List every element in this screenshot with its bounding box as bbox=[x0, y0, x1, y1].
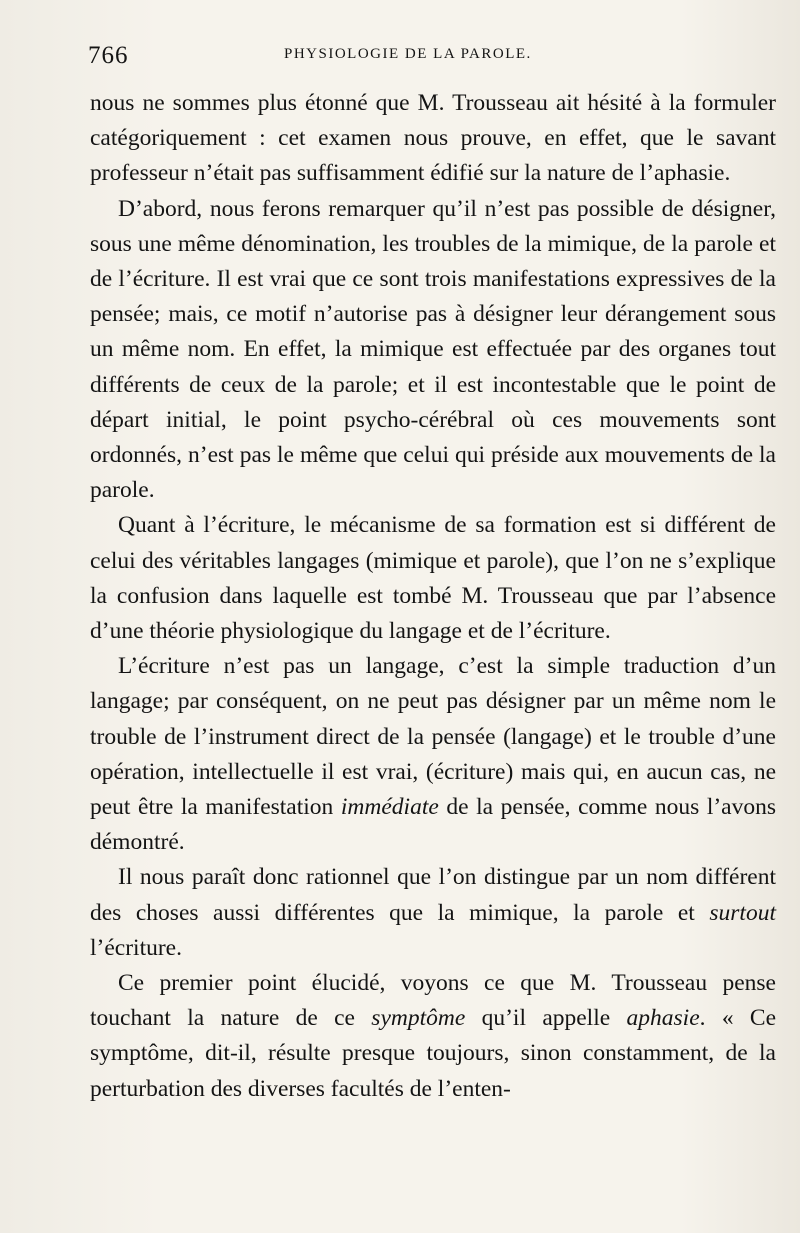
text-segment: nous ne sommes plus étonné que M. Trousseau ait hésité à la formuler catégoriquement : cet examen nous prouve, en effet, que le savant professeur n’était pas suffisamment édifié sur la nature de l’aphasie. bbox=[90, 90, 776, 187]
paragraph bbox=[90, 966, 776, 1107]
page-header bbox=[88, 38, 780, 78]
text-segment: Quant à l’écriture, le mécanisme de sa formation est si différent de celui des véritables langages (mimique et parole), que l’on ne s’explique la confusion dans laquelle est tombé M. Trousseau que par l’absence d’une théorie physiologique du langage et de l’écriture. bbox=[90, 512, 776, 645]
text-segment: Il nous paraît donc rationnel que l’on distingue par un nom différent des choses aussi différentes que la mimique, la parole et bbox=[90, 864, 776, 926]
text-segment: l’écriture. bbox=[90, 934, 182, 961]
italic-text: aphasie bbox=[626, 1005, 700, 1032]
text-segment: qu’il appelle bbox=[465, 1005, 627, 1032]
text-segment: Ce premier point élucidé, voyons ce que M. Trousseau pense touchant la nature de ce bbox=[90, 970, 776, 1032]
paragraph bbox=[90, 649, 776, 860]
body-text bbox=[90, 86, 776, 1107]
running-head: PHYSIOLOGIE DE LA PAROLE. bbox=[284, 46, 532, 62]
italic-text: surtout bbox=[709, 899, 776, 926]
paragraph bbox=[90, 86, 776, 192]
italic-text: symptôme bbox=[371, 1005, 466, 1032]
text-segment: de la pensée, comme nous l’avons démontré. bbox=[90, 794, 776, 856]
italic-text: immédiate bbox=[340, 794, 439, 821]
page-number: 766 bbox=[88, 42, 129, 69]
paragraph bbox=[90, 192, 776, 509]
paragraph bbox=[90, 508, 776, 649]
text-segment: D’abord, nous ferons remarquer qu’il n’est pas possible de désigner, sous une même dénomination, les troubles de la mimique, de la parole et de l’écriture. Il est vrai que ce sont trois manifestations expressives de la pensée; mais, ce motif n’autorise pas à désigner leur dérangement sous un même nom. En effet, la mimique est effectuée par des organes tout différents de ceux de la parole; et il est incontestable que le point de départ initial, le point psycho-cérébral où ces mouvements sont ordonnés, n’est pas le même que celui qui préside aux mouvements de la parole. bbox=[90, 195, 776, 504]
paragraph bbox=[90, 860, 776, 966]
text-segment: . « Ce symptôme, dit-il, résulte presque toujours, sinon constamment, de la perturbation des diverses facultés de l’enten- bbox=[90, 1005, 777, 1102]
text-segment: L’écriture n’est pas un langage, c’est la simple traduction d’un langage; par conséquent, on ne peut pas désigner par un même nom le trouble de l’instrument direct de la pensée (langage) et le trouble d’une opération, intellectuelle il est vrai, (écriture) mais qui, en aucun cas, ne peut être la manifestation bbox=[90, 653, 776, 821]
